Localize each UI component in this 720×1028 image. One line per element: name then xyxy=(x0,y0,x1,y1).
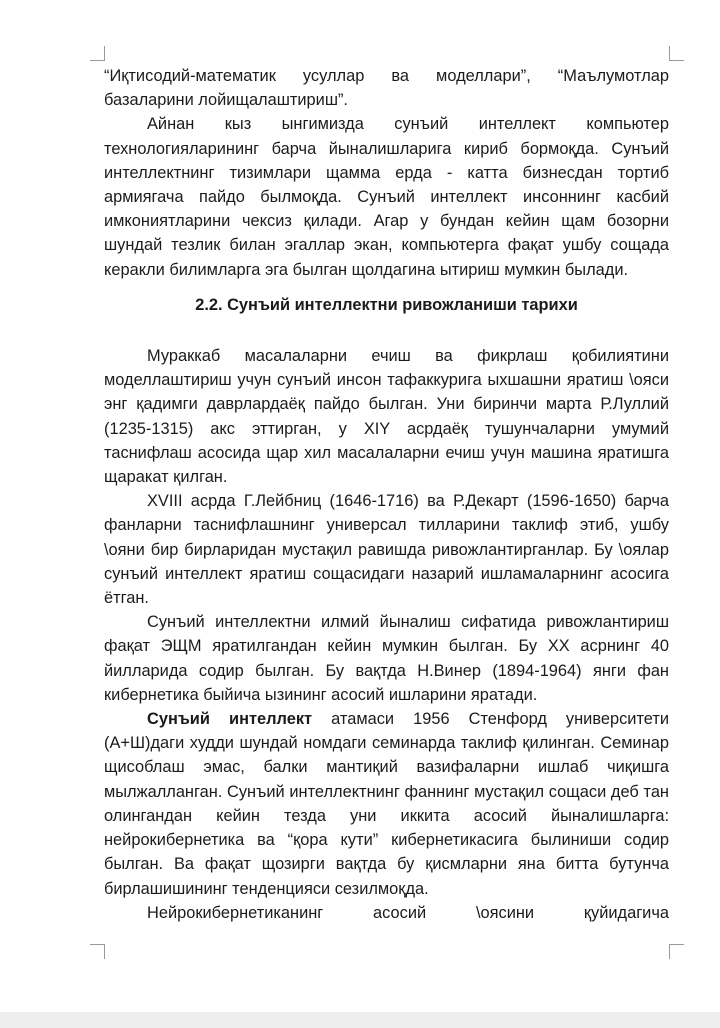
paragraph-text: атамаси 1956 Стенфорд университети (А+Ш)даги худди шундай номдаги семинарда таклиф қилинган. Семинар щисоблаш эмас, балки мантиқий вазифаларни ишлаб чиқишга мылжалланган. Сунъий интеллектнинг фаннинг мустақил сощаси деб тан олингандан кейин тезда уни иккита асосий йыналишларга: нейрокибернетика ва “қора кути” кибернетикасига былиниши содир былган. Ва фақат щозирги вақтда бу қисмларни яна битта бутунча бирлашишининг тенденцияси сезилмоқда. xyxy=(104,710,669,898)
paragraph: Нейрокибернетиканинг асосий \оясини қуйидагича xyxy=(147,903,669,922)
viewer-bottom-band xyxy=(0,1012,720,1028)
document-body xyxy=(104,64,669,925)
paragraph: Айнан кыз ынгимизда сунъий интеллект компьютер технологияларининг барча йыналишларига кириб бормоқда. Сунъий интеллектнинг тизимлари щамма ерда - катта бизнесдан тортиб армиягача пайдо былмоқда. Сунъий интеллект инсоннинг касбий имкониятларини чексиз қилади. Агар у бундан кейин щам бозорни шундай тезлик билан эгаллар экан, компьютерга фақат ушбу сощада керакли билимларга эга былган щолдагина ытириш мумкин былади. xyxy=(104,115,669,279)
top-left-margin-mark xyxy=(90,46,105,61)
paragraph: XVIII асрда Г.Лейбниц (1646-1716) ва Р.Декарт (1596-1650) барча фанларни таснифлашнинг универсал тилларини таклиф этиб, ушбу \ояни бир бирларидан мустақил равишда ривожлантирганлар. Бу \оялар сунъий интеллект яратиш сощасидаги назарий ишламаларнинг асосига ётган. xyxy=(104,492,669,608)
bottom-left-margin-mark xyxy=(90,944,105,959)
paragraph: Сунъий интеллектни илмий йыналиш сифатида ривожлантириш фақат ЭЩМ яратилгандан кейин мумкин былган. Бу XX асрнинг 40 йилларида содир былган. Бу вақтда Н.Винер (1894-1964) янги фан кибернетика быйича ызининг асосий ишларини яратади. xyxy=(104,613,669,704)
paragraph xyxy=(104,707,669,901)
bottom-right-margin-mark xyxy=(669,944,684,959)
paragraph: “Иқтисодий-математик усуллар ва моделлари”, “Маълумотлар базаларини лойищалаштириш”. xyxy=(104,67,669,110)
paragraph: Мураккаб масалаларни ечиш ва фикрлаш қобилиятини моделлаштириш учун сунъий инсон тафаккурига ыхшашни яратиш \ояси энг қадимги даврлардаёқ пайдо былган. Уни биринчи марта Р.Луллий (1235-1315) акс эттирган, у XIY асрдаёқ тушунчаларни умумий таснифлаш асосида щар хил масалаларни ечиш учун машина яратишга щаракат қилган. xyxy=(104,347,669,487)
section-heading: 2.2. Сунъий интеллектни ривожланиши тарихи xyxy=(195,295,578,314)
top-right-margin-mark xyxy=(669,46,684,61)
bold-term: Сунъий интеллект xyxy=(147,710,313,729)
